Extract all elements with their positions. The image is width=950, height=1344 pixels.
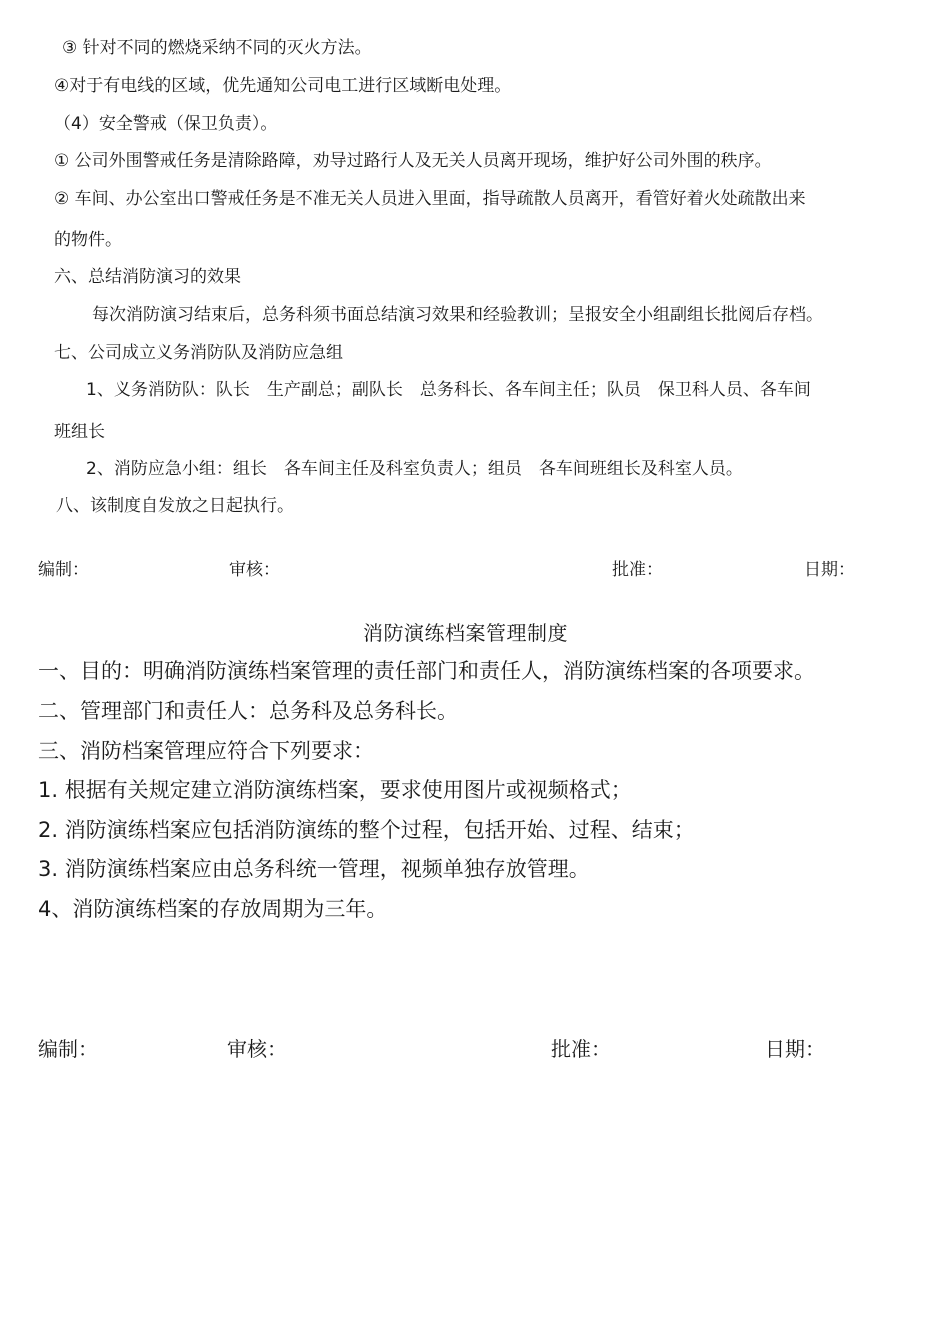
paragraph-line: 4、消防演练档案的存放周期为三年。 <box>38 897 388 921</box>
paragraph-line: 一、目的：明确消防演练档案管理的责任部门和责任人，消防演练档案的各项要求。 <box>38 659 815 683</box>
compile-label: 编制： <box>38 560 89 580</box>
paragraph-line: 的物件。 <box>54 230 122 250</box>
paragraph-line: 每次消防演习结束后，总务科须书面总结演习效果和经验教训；呈报安全小组副组长批阅后存档。 <box>92 305 823 325</box>
approve-label: 批准： <box>612 560 663 580</box>
date-label: 日期： <box>804 560 855 580</box>
paragraph-line: 3. 消防演练档案应由总务科统一管理，视频单独存放管理。 <box>38 857 590 881</box>
section-heading: 六、总结消防演习的效果 <box>54 267 241 287</box>
review-label: 审核： <box>227 1037 287 1061</box>
section-heading: 七、公司成立义务消防队及消防应急组 <box>54 343 343 363</box>
paragraph-line: 2. 消防演练档案应包括消防演练的整个过程，包括开始、过程、结束； <box>38 818 695 842</box>
section-heading: 八、该制度自发放之日起执行。 <box>56 496 294 516</box>
date-label: 日期： <box>765 1037 825 1061</box>
paragraph-line: ④对于有电线的区域，优先通知公司电工进行区域断电处理。 <box>54 76 512 96</box>
document-title: 消防演练档案管理制度 <box>363 621 568 645</box>
paragraph-line: ③ 针对不同的燃烧采纳不同的灭火方法。 <box>62 38 372 58</box>
paragraph-line: ① 公司外围警戒任务是清除路障，劝导过路行人及无关人员离开现场，维护好公司外围的秩序。 <box>54 151 772 171</box>
paragraph-line: ② 车间、办公室出口警戒任务是不准无关人员进入里面，指导疏散人员离开，看管好着火处疏散出来 <box>54 189 806 209</box>
compile-label: 编制： <box>38 1037 98 1061</box>
review-label: 审核： <box>229 560 280 580</box>
paragraph-line: （4）安全警戒（保卫负责）。 <box>54 114 278 134</box>
paragraph-line: 1、义务消防队：队长 生产副总；副队长 总务科长、各车间主任；队员 保卫科人员、各车间 <box>86 380 811 400</box>
paragraph-line: 二、管理部门和责任人：总务科及总务科长。 <box>38 699 458 723</box>
paragraph-line: 班组长 <box>54 422 105 442</box>
approve-label: 批准： <box>551 1037 611 1061</box>
paragraph-line: 2、消防应急小组：组长 各车间主任及科室负责人；组员 各车间班组长及科室人员。 <box>86 459 743 479</box>
paragraph-line: 1. 根据有关规定建立消防演练档案，要求使用图片或视频格式； <box>38 778 632 802</box>
paragraph-line: 三、消防档案管理应符合下列要求： <box>38 739 374 763</box>
